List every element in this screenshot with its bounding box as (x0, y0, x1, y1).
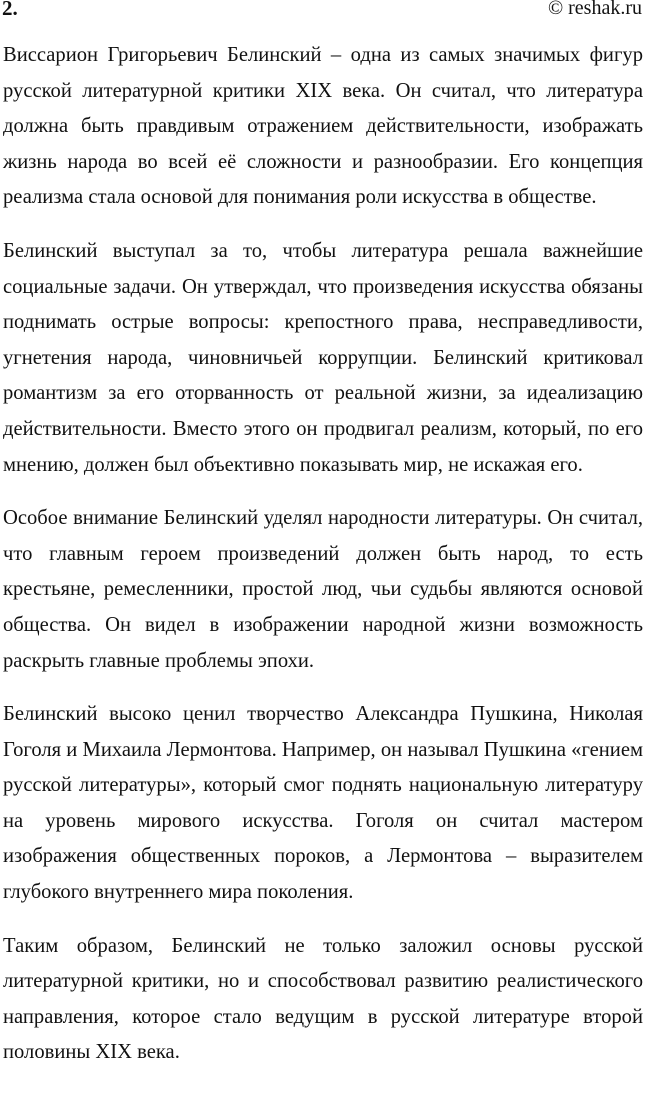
paragraph-4: Белинский высоко ценил творчество Александра Пушкина, Николая Гоголя и Михаила Лермонтова. Например, он называл Пушкина «гением русской литературы», который смог поднять национальную литературу на уровень мирового искусства. Гоголя он считал мастером изображения общественных пороков, а Лермонтова – выразителем глубокого внутреннего мира поколения. (3, 703, 643, 904)
task-number: 2. (2, 0, 18, 20)
paragraph-5: Таким образом, Белинский не только заложил основы русской литературной критики, но и способствовал развитию реалистического направления, которое стало ведущим в русской литературе второй половины XIX века. (3, 934, 643, 1064)
essay-body (3, 38, 643, 1089)
paragraph-3: Особое внимание Белинский уделял народности литературы. Он считал, что главным героем произведений должен быть народ, то есть крестьяне, ремесленники, простой люд, чьи судьбы являются основой общества. Он видел в изображении народной жизни возможность раскрыть главные проблемы эпохи. (3, 507, 643, 672)
paragraph-2: Белинский выступал за то, чтобы литература решала важнейшие социальные задачи. Он утверждал, что произведения искусства обязаны поднимать острые вопросы: крепостного права, несправедливости, угнетения народа, чиновничьей коррупции. Белинский критиковал романтизм за его оторванность от реальной жизни, за идеализацию действительности. Вместо этого он продвигал реализм, который, по его мнению, должен был объективно показывать мир, не искажая его. (3, 239, 643, 476)
page-header (0, 0, 646, 24)
site-copyright: © reshak.ru (547, 0, 642, 19)
paragraph-1: Виссарион Григорьевич Белинский – одна из самых значимых фигур русской литературной критики XIX века. Он считал, что литература должна быть правдивым отражением действительности, изображать жизнь народа во всей её сложности и разнообразии. Его концепция реализма стала основой для понимания роли искусства в обществе. (3, 44, 643, 209)
